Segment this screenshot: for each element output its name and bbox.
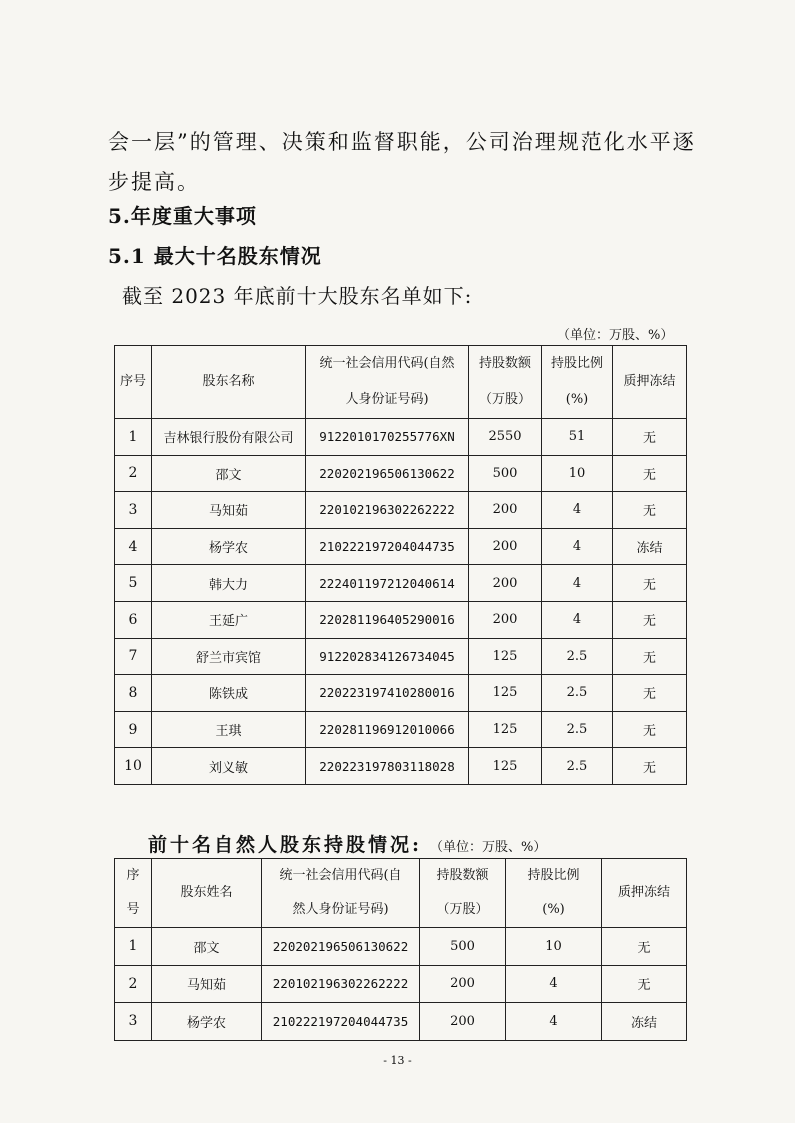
table-row: 2 马知茹 220102196302262222 200 4 无 [115, 965, 687, 1003]
header-shares: 持股数额 （万股） [420, 859, 506, 928]
table-row: 2 邵文 220202196506130622 500 10 无 [115, 455, 687, 492]
table2-unit: （单位：万股、%） [430, 840, 547, 855]
table-row: 1 邵文 220202196506130622 500 10 无 [115, 928, 687, 966]
table-header-row [115, 346, 687, 419]
header-shares: 持股数额 （万股） [469, 346, 542, 419]
header-name: 股东名称 [152, 346, 306, 419]
table-row: 9 王琪 220281196912010066 125 2.5 无 [115, 711, 687, 748]
header-ratio: 持股比例 (%) [542, 346, 613, 419]
header-pledge: 质押冻结 [602, 859, 687, 928]
table2-caption [148, 830, 546, 857]
table1-unit: （单位：万股、%） [557, 328, 674, 343]
body-paragraph: 会一层”的管理、决策和监督职能，公司治理规范化水平逐步提高。 [108, 130, 696, 194]
top-ten-shareholders-table [114, 345, 687, 785]
table-header-row [115, 859, 687, 928]
table-row: 7 舒兰市宾馆 912202834126734045 125 2.5 无 [115, 638, 687, 675]
natural-person-shareholders-table [114, 858, 687, 1041]
header-name: 股东姓名 [152, 859, 262, 928]
table-row: 6 王延广 220281196405290016 200 4 无 [115, 601, 687, 638]
header-code: 统一社会信用代码(自 然人身份证号码) [262, 859, 420, 928]
table-row: 4 杨学农 210222197204044735 200 4 冻结 [115, 528, 687, 565]
header-seq: 序号 [115, 346, 152, 419]
table2-title: 前十名自然人股东持股情况: [148, 834, 423, 856]
table-row: 3 马知茹 220102196302262222 200 4 无 [115, 492, 687, 529]
subsection-heading: 5.1 最大十名股东情况 [108, 244, 322, 268]
section-heading: 5.年度重大事项 [108, 204, 257, 228]
table-row: 10 刘义敏 220223197803118028 125 2.5 无 [115, 748, 687, 785]
intro-text: 截至 2023 年底前十大股东名单如下: [122, 284, 473, 308]
header-code: 统一社会信用代码(自然 人身份证号码) [306, 346, 469, 419]
table-row: 1 吉林银行股份有限公司 9122010170255776XN 2550 51 无 [115, 419, 687, 456]
table-row: 8 陈铁成 220223197410280016 125 2.5 无 [115, 675, 687, 712]
page-number: - 13 - [383, 1054, 412, 1067]
header-seq: 序 号 [115, 859, 152, 928]
table-row: 3 杨学农 210222197204044735 200 4 冻结 [115, 1003, 687, 1041]
header-pledge: 质押冻结 [613, 346, 687, 419]
header-ratio: 持股比例 (%) [506, 859, 602, 928]
table-row: 5 韩大力 222401197212040614 200 4 无 [115, 565, 687, 602]
